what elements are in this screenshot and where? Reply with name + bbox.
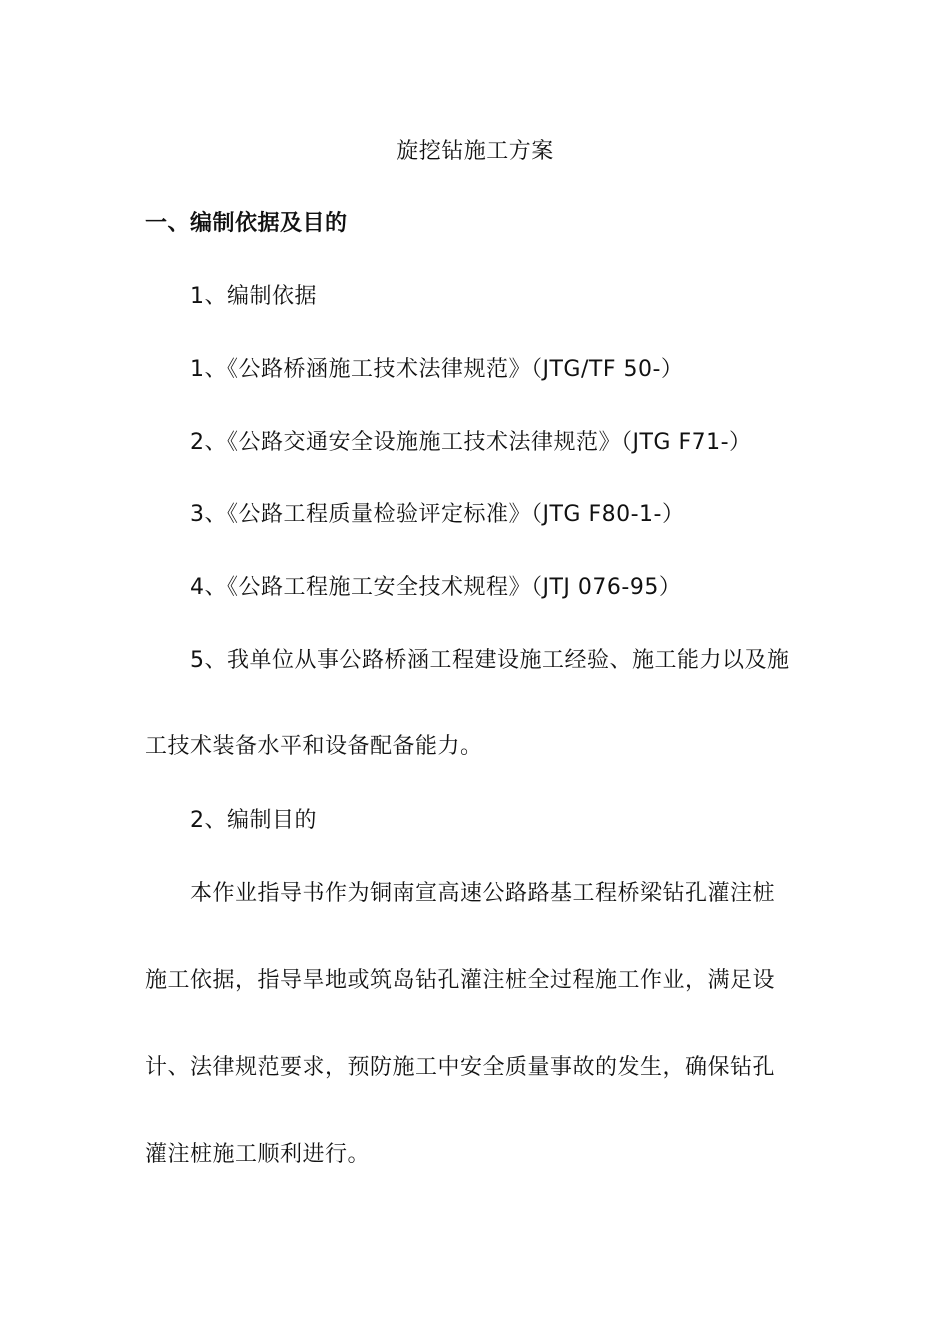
purpose-paragraph-line-3: 计、法律规范要求，预防施工中安全质量事故的发生，确保钻孔 — [145, 1055, 776, 1080]
document-title: 旋挖钻施工方案 — [396, 139, 554, 164]
subsection-heading-basis: 1、编制依据 — [190, 284, 317, 309]
reference-item-5-line-1: 5、我单位从事公路桥涵工程建设施工经验、施工能力以及施 — [190, 648, 790, 673]
subsection-heading-purpose: 2、编制目的 — [190, 808, 317, 833]
section-heading-1: 一、编制依据及目的 — [145, 211, 348, 236]
reference-item-1: 1、《公路桥涵施工技术法律规范》（JTG/TF 50-） — [190, 357, 684, 382]
reference-item-4: 4、《公路工程施工安全技术规程》（JTJ 076-95） — [190, 575, 682, 600]
purpose-paragraph-line-2: 施工依据，指导旱地或筑岛钻孔灌注桩全过程施工作业，满足设 — [145, 968, 776, 993]
reference-item-2: 2、《公路交通安全设施施工技术法律规范》（JTG F71-） — [190, 430, 752, 455]
purpose-paragraph-line-4: 灌注桩施工顺利进行。 — [145, 1142, 371, 1167]
purpose-paragraph-line-1: 本作业指导书作为铜南宣高速公路路基工程桥梁钻孔灌注桩 — [190, 881, 776, 906]
reference-item-3: 3、《公路工程质量检验评定标准》（JTG F80-1-） — [190, 502, 685, 527]
reference-item-5-line-2: 工技术装备水平和设备配备能力。 — [145, 734, 483, 759]
